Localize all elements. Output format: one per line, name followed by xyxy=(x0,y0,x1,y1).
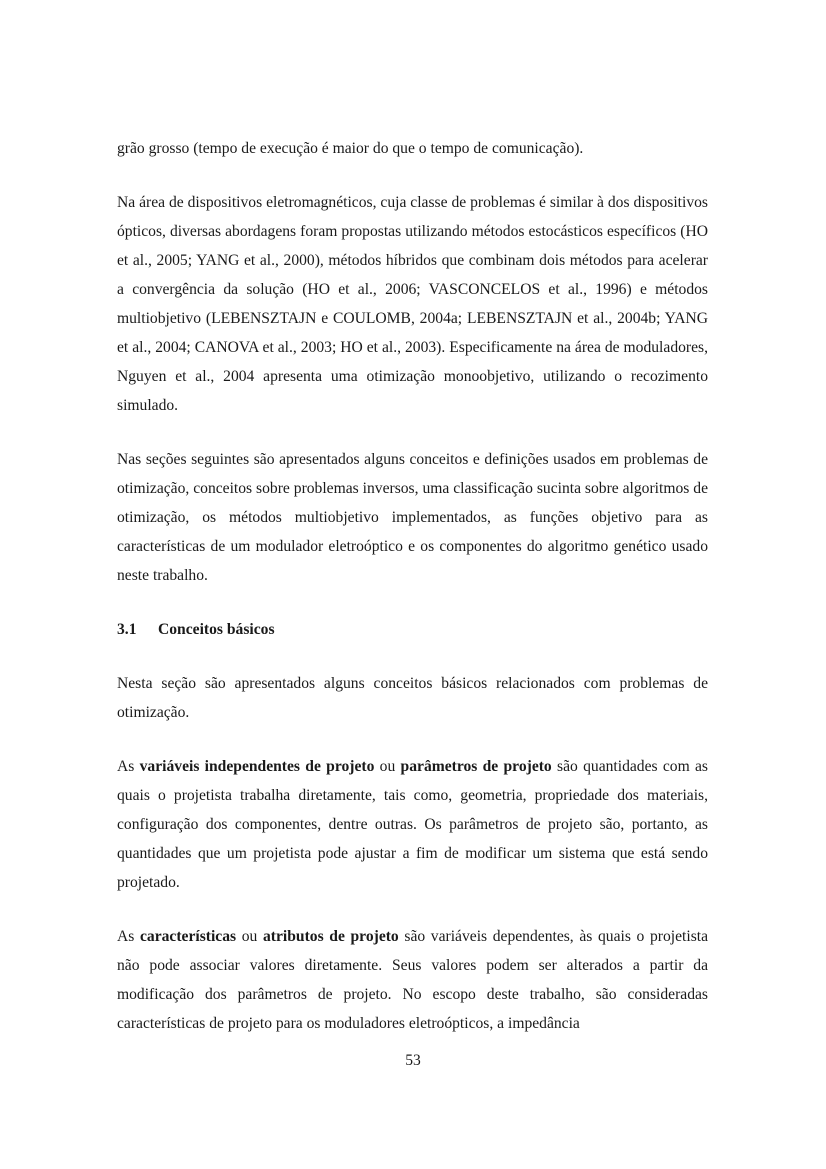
paragraph-5-text-d: são quantidades com as quais o projetista trabalha diretamente, tais como, geometria, propriedade dos materiais, configuração dos componentes, dentre outras. Os parâmetros de projeto são, portanto, as quantidades que um projetista pode ajustar a fim de modificar um sistema que está sendo projetado. xyxy=(117,758,708,891)
paragraph-6-text-c: ou xyxy=(236,928,263,945)
term-caracteristicas: características xyxy=(139,928,237,945)
term-atributos-de-projeto: atributos de projeto xyxy=(262,928,399,945)
paragraph-2: Na área de dispositivos eletromagnéticos, cuja classe de problemas é similar à dos dispositivos ópticos, diversas abordagens foram propostas utilizando métodos estocásticos específicos (HO et al., 2005; YANG et al., 2000), métodos híbridos que combinam dois métodos para acelerar a convergência da solução (HO et al., 2006; VASCONCELOS et al., 1996) e métodos multiobjetivo (LEBENSZTAJN e COULOMB, 2004a; LEBENSZTAJN et al., 2004b; YANG et al., 2004; CANOVA et al., 2003; HO et al., 2003). Especificamente na área de moduladores, Nguyen et al., 2004 apresenta uma otimização monoobjetivo, utilizando o recozimento simulado. xyxy=(117,194,708,414)
term-parametros-de-projeto: parâmetros de projeto xyxy=(400,758,552,775)
paragraph-5-text-a: As xyxy=(117,758,140,775)
term-variaveis-independentes: variáveis independentes de projeto xyxy=(139,758,375,775)
body-text xyxy=(117,134,708,1038)
paragraph-6-text-a: As xyxy=(117,928,140,945)
page-number: 53 xyxy=(405,1052,421,1069)
paragraph-3: Nas seções seguintes são apresentados alguns conceitos e definições usados em problemas de otimização, conceitos sobre problemas inversos, uma classificação sucinta sobre algoritmos de otimização, os métodos multiobjetivo implementados, as funções objetivo para as características de um modulador eletroóptico e os componentes do algoritmo genético usado neste trabalho. xyxy=(117,451,708,584)
paragraph-5 xyxy=(117,752,708,897)
section-title: Conceitos básicos xyxy=(158,621,275,638)
paragraph-1: grão grosso (tempo de execução é maior do que o tempo de comunicação). xyxy=(117,140,584,157)
paragraph-4: Nesta seção são apresentados alguns conceitos básicos relacionados com problemas de otimização. xyxy=(117,675,708,721)
section-number: 3.1 xyxy=(117,621,137,638)
paragraph-6-text-d: são variáveis dependentes, às quais o projetista não pode associar valores diretamente. Seus valores podem ser alterados a partir da modificação dos parâmetros de projeto. No escopo deste trabalho, são consideradas características de projeto para os moduladores eletroópticos, a impedância xyxy=(117,928,709,1032)
paragraph-5-text-c: ou xyxy=(374,758,401,775)
paragraph-6 xyxy=(117,922,708,1038)
section-heading xyxy=(117,615,708,644)
